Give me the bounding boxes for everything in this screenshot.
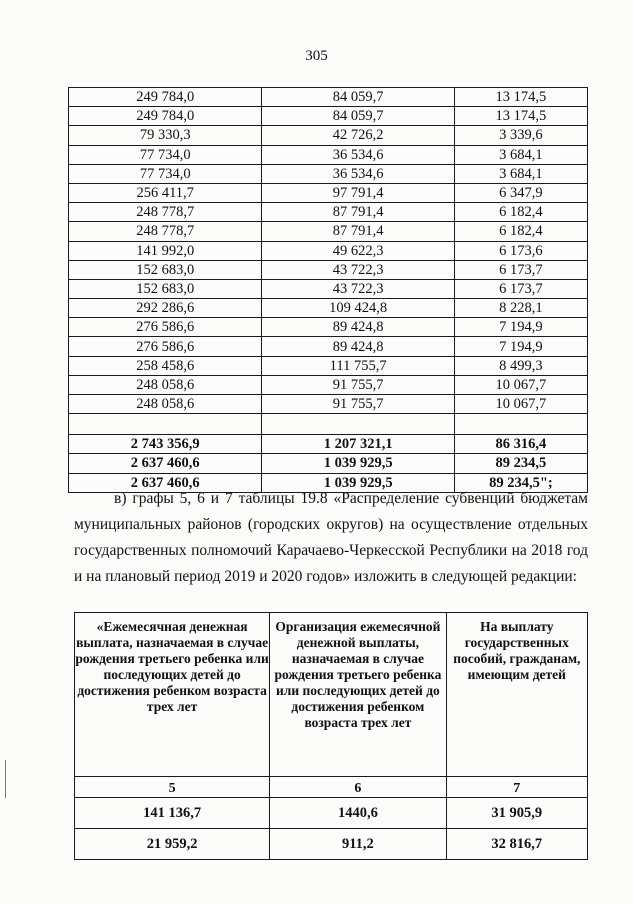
table-row (69, 356, 588, 375)
column-number-row (75, 777, 588, 798)
header-col-6: Организация ежемесячной денежной выплаты, назначаемая в случае рождения третьего ребенка или последующих детей до достижения ребенком возраста трех лет (270, 613, 446, 777)
table-row (69, 414, 588, 435)
table-row (69, 183, 588, 202)
table-cell: 3 339,6 (454, 126, 587, 145)
table-cell: 97 791,4 (262, 183, 454, 202)
amendment-text: в) графы 5, 6 и 7 таблицы 19.8 «Распределение субвенций бюджетам муниципальных районов (городских округов) на осуществление отдельных государственных полномочий Карачаево-Черкесской Республики на 2018 год и на плановый период 2019 и 2020 годов» изложить в следующей редакции: (74, 490, 588, 585)
table-row (69, 126, 588, 145)
table-cell: 89 424,8 (262, 318, 454, 337)
table-row (69, 107, 588, 126)
table-row (69, 203, 588, 222)
table-cell: 6 173,7 (454, 279, 587, 298)
table-cell: 91 755,7 (262, 375, 454, 394)
table-cell: 249 784,0 (69, 107, 262, 126)
header-row (75, 613, 588, 777)
table-row (69, 260, 588, 279)
table-row (69, 88, 588, 107)
column-number-6: 6 (270, 777, 446, 798)
table-cell: 141 992,0 (69, 241, 262, 260)
table-row (69, 145, 588, 164)
total-cell: 2 637 460,6 (69, 473, 262, 492)
table-cell: 89 424,8 (262, 337, 454, 356)
header-col-5: «Ежемесячная денежная выплата, назначаемая в случае рождения третьего ребенка или последующих детей до достижения ребенком возраста трех лет (75, 613, 270, 777)
table-cell: 10 067,7 (454, 395, 587, 414)
columns-5-7-table (74, 612, 588, 860)
table-row (69, 164, 588, 183)
value-cell: 141 136,7 (75, 798, 270, 829)
table-cell: 8 499,3 (454, 356, 587, 375)
table-cell (262, 414, 454, 435)
total-cell: 86 316,4 (454, 435, 587, 454)
page-number: 305 (305, 48, 328, 64)
value-cell: 32 816,7 (446, 829, 587, 860)
table-cell: 42 726,2 (262, 126, 454, 145)
total-cell: 1 039 929,5 (262, 454, 454, 473)
table-row (69, 395, 588, 414)
table-cell: 84 059,7 (262, 88, 454, 107)
table-cell: 79 330,3 (69, 126, 262, 145)
table-row (69, 241, 588, 260)
table-cell: 249 784,0 (69, 88, 262, 107)
table-cell: 43 722,3 (262, 260, 454, 279)
table-cell: 152 683,0 (69, 279, 262, 298)
total-cell: 2 743 356,9 (69, 435, 262, 454)
table-row (69, 279, 588, 298)
table-cell: 6 173,6 (454, 241, 587, 260)
table-row (69, 299, 588, 318)
amendment-paragraph (74, 486, 588, 590)
table-row (69, 375, 588, 394)
column-number-5: 5 (75, 777, 270, 798)
table-cell: 13 174,5 (454, 88, 587, 107)
table-cell: 6 182,4 (454, 203, 587, 222)
total-cell: 89 234,5"; (454, 473, 587, 492)
table-cell: 276 586,6 (69, 318, 262, 337)
table-cell: 49 622,3 (262, 241, 454, 260)
table-row (69, 222, 588, 241)
table-cell: 36 534,6 (262, 145, 454, 164)
table-cell (69, 414, 262, 435)
total-row (69, 435, 588, 454)
table-cell: 91 755,7 (262, 395, 454, 414)
table-cell: 77 734,0 (69, 164, 262, 183)
table-cell: 109 424,8 (262, 299, 454, 318)
total-cell: 89 234,5 (454, 454, 587, 473)
header-col-7: На выплату государственных пособий, гражданам, имеющим детей (446, 613, 587, 777)
table-cell: 3 684,1 (454, 164, 587, 183)
table-cell: 87 791,4 (262, 222, 454, 241)
total-cell: 1 039 929,5 (262, 473, 454, 492)
table-cell: 248 778,7 (69, 203, 262, 222)
table-cell: 276 586,6 (69, 337, 262, 356)
table-cell: 111 755,7 (262, 356, 454, 375)
value-row (75, 798, 588, 829)
subvention-table-continued (68, 87, 588, 493)
table-row (69, 318, 588, 337)
table-cell: 87 791,4 (262, 203, 454, 222)
table-cell: 77 734,0 (69, 145, 262, 164)
table-cell: 84 059,7 (262, 107, 454, 126)
table-cell: 6 173,7 (454, 260, 587, 279)
table-cell: 7 194,9 (454, 318, 587, 337)
table-cell (454, 414, 587, 435)
table-cell: 13 174,5 (454, 107, 587, 126)
table-cell: 152 683,0 (69, 260, 262, 279)
value-cell: 31 905,9 (446, 798, 587, 829)
scan-margin-mark (5, 760, 6, 798)
column-number-7: 7 (446, 777, 587, 798)
table-cell: 248 778,7 (69, 222, 262, 241)
total-cell: 1 207 321,1 (262, 435, 454, 454)
table-cell: 256 411,7 (69, 183, 262, 202)
table-cell: 43 722,3 (262, 279, 454, 298)
value-row (75, 829, 588, 860)
table-cell: 10 067,7 (454, 375, 587, 394)
total-row (69, 454, 588, 473)
table-cell: 6 182,4 (454, 222, 587, 241)
table-row (69, 337, 588, 356)
table-cell: 258 458,6 (69, 356, 262, 375)
table-cell: 6 347,9 (454, 183, 587, 202)
value-cell: 1440,6 (270, 798, 446, 829)
table-cell: 248 058,6 (69, 375, 262, 394)
total-cell: 2 637 460,6 (69, 454, 262, 473)
table-cell: 8 228,1 (454, 299, 587, 318)
table-cell: 7 194,9 (454, 337, 587, 356)
table-cell: 292 286,6 (69, 299, 262, 318)
table-cell: 3 684,1 (454, 145, 587, 164)
table-cell: 36 534,6 (262, 164, 454, 183)
value-cell: 911,2 (270, 829, 446, 860)
value-cell: 21 959,2 (75, 829, 270, 860)
table-cell: 248 058,6 (69, 395, 262, 414)
